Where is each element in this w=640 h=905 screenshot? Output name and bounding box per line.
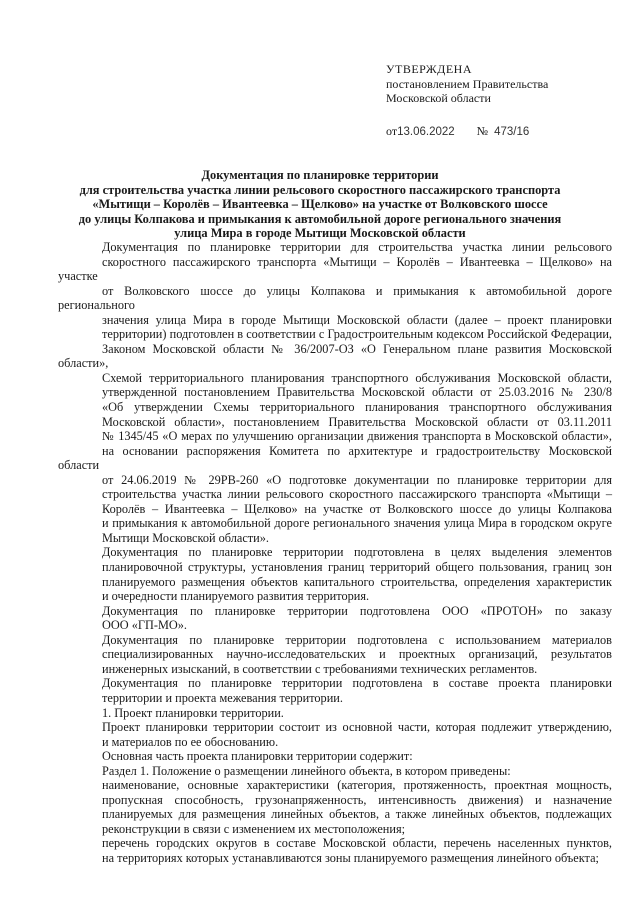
paragraph-line: и примыкания к автомобильной дороге регионального значения улица Мира в городском округе xyxy=(102,516,612,531)
title-line: для строительства участка линии рельсового скоростного пассажирского транспорта xyxy=(79,182,561,197)
paragraph-line: реконструкции в связи с изменением их местоположения; xyxy=(102,821,406,836)
paragraph-line: инженерных изысканий, в соответствии с требованиями технических регламентов. xyxy=(102,661,538,676)
paragraph-line: Раздел 1. Положение о размещении линейного объекта, в котором приведены: xyxy=(102,763,511,778)
paragraph-line: Законом Московской области № 36/2007-ОЗ «О Генеральном плане развития Московской области», xyxy=(58,341,612,371)
paragraph-line: Документация по планировке территории для строительства участка линии рельсового xyxy=(102,240,612,254)
paragraph-p3 xyxy=(58,604,612,633)
paragraph-line: утвержденной постановлением Правительства Московской области от 25.03.2016 № 230/8 xyxy=(102,385,612,400)
approval-number: 473/16 xyxy=(494,125,530,138)
number-prefix: № xyxy=(476,123,489,138)
paragraph-p4 xyxy=(58,633,612,677)
paragraph-line: Схемой территориального планирования транспортного обслуживания Московской области, xyxy=(102,370,612,385)
paragraph-line: «Об утверждении Схемы территориального планирования транспортного обслуживания xyxy=(102,400,612,415)
approval-heading: УТВЕРЖДЕНА xyxy=(386,62,473,76)
paragraph-line: № 1345/45 «О мерах по улучшению организации движения транспорта в Московской области», xyxy=(102,429,612,444)
title-line: Документация по планировке территории xyxy=(201,168,439,182)
paragraph-line: Московской области», постановлением Правительства Московской области от 03.11.2011 xyxy=(102,414,612,429)
paragraph-p8 xyxy=(58,749,612,764)
date-prefix: от xyxy=(386,123,398,138)
paragraph-line: и материалов по ее обоснованию. xyxy=(102,734,279,749)
paragraph-line: и очередности планируемого развития территория. xyxy=(102,589,370,604)
approval-date-number xyxy=(386,124,626,140)
title-line: до улицы Колпакова и примыкания к автомобильной дороге регионального значения xyxy=(78,211,562,226)
paragraph-line: Королёв – Ивантеевка – Щелково» на участке от Волковского шоссе до улицы Колпакова xyxy=(102,501,612,516)
approval-block xyxy=(386,62,626,139)
approval-line-2: Московской области xyxy=(386,91,491,105)
paragraph-line: Документация по планировке территории подготовлена ООО «ПРОТОН» по заказу xyxy=(102,603,612,618)
paragraph-line: планировочной структуры, установления границ территорий общего пользования, границ зон xyxy=(102,560,612,575)
paragraph-line: Документация по планировке территории подготовлена в целях выделения элементов xyxy=(102,545,612,560)
paragraph-line: территории и проекта межевания территории. xyxy=(102,690,343,705)
paragraph-p6 xyxy=(58,706,612,721)
paragraph-line: перечень городских округов в составе Московской области, перечень населенных пунктов, xyxy=(102,836,612,851)
paragraph-p7 xyxy=(58,720,612,749)
title-line: улица Мира в городе Мытищи Московской области xyxy=(174,226,466,241)
paragraph-line: планируемых для размещения линейных объектов, а также линейных объектов, подлежащих xyxy=(102,807,612,822)
approval-line-1: постановлением Правительства xyxy=(386,76,549,91)
title-line: «Мытищи – Королёв – Ивантеевка – Щелково» на участке от Волковского шоссе xyxy=(92,197,548,212)
paragraph-p9 xyxy=(58,764,612,779)
paragraph-p1 xyxy=(58,240,612,545)
paragraph-p10 xyxy=(58,778,612,836)
paragraph-line: Документация по планировке территории подготовлена с использованием материалов xyxy=(102,632,612,647)
paragraph-line: Проект планировки территории состоит из основной части, которая подлежит утверждению, xyxy=(102,720,612,735)
document-body xyxy=(58,240,612,866)
paragraph-line: строительства участка линии рельсового скоростного пассажирского транспорта «Мытищи – xyxy=(102,487,612,502)
paragraph-line: 1. Проект планировки территории. xyxy=(102,705,284,720)
paragraph-line: Основная часть проекта планировки территории содержит: xyxy=(102,749,413,764)
paragraph-p5 xyxy=(58,676,612,705)
paragraph-line: планируемого размещения объектов капитального строительства, определения характеристик xyxy=(102,574,612,589)
paragraph-line: Мытищи Московской области». xyxy=(102,530,269,545)
paragraph-line: на территориях которых устанавливаются зоны планируемого размещения линейного объекта; xyxy=(102,850,599,865)
paragraph-line: территории) подготовлен в соответствии с Градостроительным кодексом Российской Федерации, xyxy=(102,327,612,342)
approval-date: 13.06.2022 xyxy=(397,125,455,138)
paragraph-line: ООО «ГП-МО». xyxy=(102,618,187,633)
paragraph-line: пропускная способность, грузонапряженность, интенсивность движения) и назначение xyxy=(102,792,612,807)
paragraph-line: специализированных научно-исследовательских и проектных организаций, результатов xyxy=(102,647,612,662)
paragraph-p11 xyxy=(58,836,612,865)
paragraph-line: наименование, основные характеристики (категория, протяженность, проектная мощность, xyxy=(102,778,612,793)
paragraph-line: значения улица Мира в городе Мытищи Московской области (далее – проект планировки xyxy=(102,312,612,327)
paragraph-line: от Волковского шоссе до улицы Колпакова и примыкания к автомобильной дороге регионального xyxy=(58,283,612,313)
paragraph-line: на основании распоряжения Комитета по архитектуре и градостроительству Московской области xyxy=(58,443,612,473)
document-title xyxy=(40,168,600,241)
paragraph-line: скоростного пассажирского транспорта «Мытищи – Королёв – Ивантеевка – Щелково» на участке xyxy=(58,254,612,284)
paragraph-line: Документация по планировке территории подготовлена в составе проекта планировки xyxy=(102,676,612,691)
paragraph-line: от 24.06.2019 № 29РВ-260 «О подготовке документации по планировке территории для xyxy=(102,472,612,487)
paragraph-p2 xyxy=(58,545,612,603)
